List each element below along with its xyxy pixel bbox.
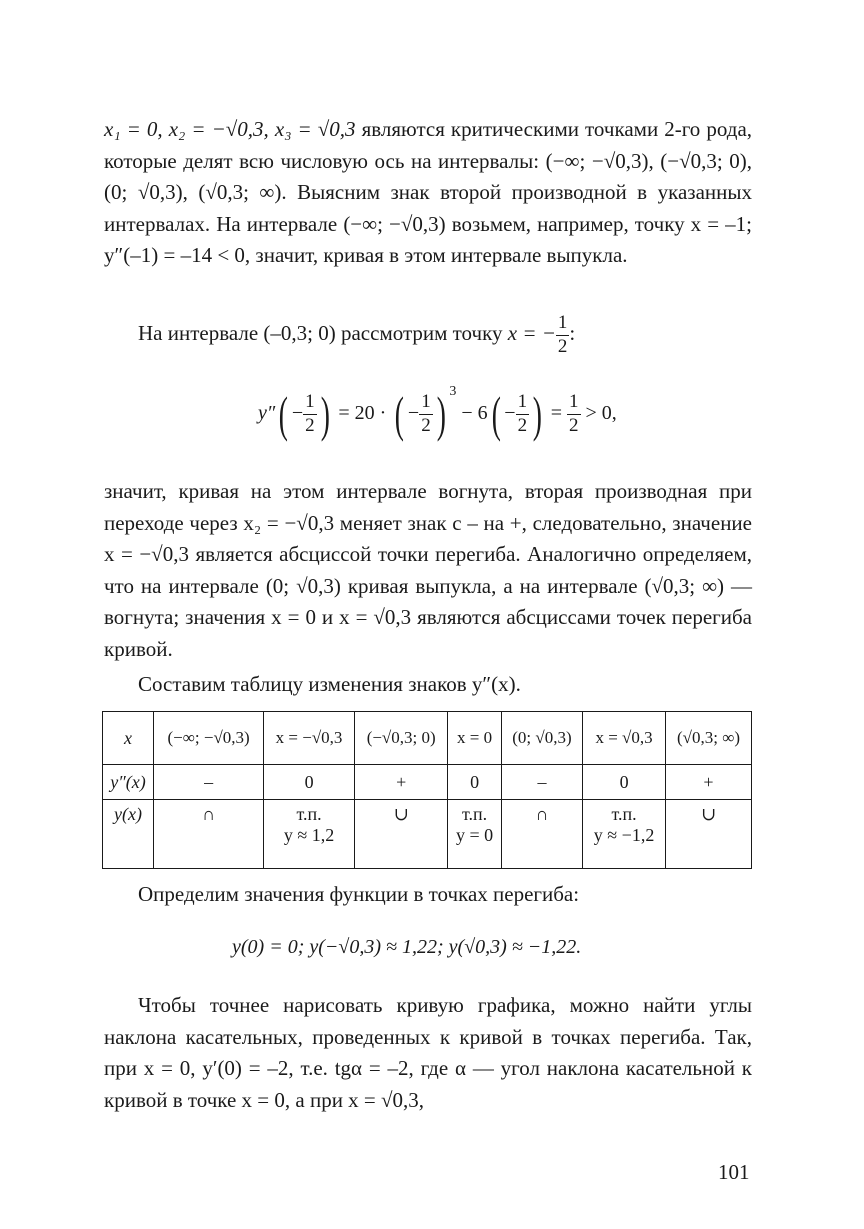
table-cell: x = 0	[448, 712, 501, 765]
y2-symbol: y″	[258, 402, 276, 424]
table-cell: (0; √0,3)	[501, 712, 582, 765]
function-values-formula: y(0) = 0; y(−√0,3) ≈ 1,22; y(√0,3) ≈ −1,22.	[232, 936, 582, 958]
point-lhs: x = −	[507, 321, 556, 346]
point-denominator: 2	[557, 335, 568, 357]
table-cell: –	[501, 765, 582, 800]
intervals-list: (−∞; −√0,3), (−√0,3; 0), (0; √0,3), (√0,3; ∞).	[104, 148, 752, 204]
f1-minus-a: −	[291, 402, 304, 424]
table-cell: (−√0,3; 0)	[354, 712, 448, 765]
x1-value: x₁ = 0,	[104, 117, 163, 141]
f1-den-c: 2	[517, 414, 528, 436]
second-derivative-text: Выясним знак второй производной в указанных интервалах. На интервале	[104, 180, 753, 236]
f1-num-b: 1	[419, 391, 433, 415]
f1-eq20: = 20 ·	[338, 402, 387, 424]
point-numerator: 1	[556, 312, 570, 336]
table-cell: +	[665, 765, 751, 800]
paragraph-function-values-intro: Определим значения функции в точках перегиба:	[138, 882, 580, 906]
table-cell: –	[154, 765, 264, 800]
table-cell: x = √0,3	[583, 712, 666, 765]
table-cell: (−∞; −√0,3)	[154, 712, 264, 765]
f1-num-c: 1	[516, 391, 530, 415]
f1-num-a: 1	[303, 391, 317, 415]
f1-gt0: > 0,	[585, 402, 617, 424]
point-fraction	[556, 312, 570, 359]
interval-point-text: На интервале (–0,3; 0) рассмотрим точку	[138, 321, 503, 346]
paragraph-table-intro: Составим таблицу изменения знаков y″(x).	[138, 672, 521, 696]
paragraph-critical-points	[104, 114, 752, 272]
paragraph-inflection: значит, кривая на этом интервале вогнута, вторая производная при переходе через x₂ = −√0,3 меняет знак с – на +, следовательно, значение x = −√0,3 является абсциссой точки перегиба. Аналогично определяем, что на интервале (0; √0,3) кривая выпукла, а на интервале (√0,3; ∞) — вогнута; значения x = 0 и x = √0,3 являются абсциссами точек перегиба кривой.	[104, 479, 752, 661]
x3-value: x₃ = √0,3	[274, 117, 356, 141]
table-cell: 0	[583, 765, 666, 800]
table-header-row	[103, 712, 752, 765]
table-row-function	[103, 800, 752, 869]
table-cell: +	[354, 765, 448, 800]
table-cell: т.п. y ≈ −1,2	[583, 800, 666, 869]
second-derivative-formula: y″( − $\frac{1}{2}$ ) = 20 · ( − $\frac{1}{2}$ ) $^3$ − 6( − $\frac{1}{2}$ ) = $\frac{1}{2}$ > 0,	[258, 384, 617, 443]
f1-minus-c: −	[504, 402, 516, 424]
table-cell: 0	[448, 765, 501, 800]
f1-num-d: 1	[567, 391, 581, 415]
page-number: 101	[718, 1160, 750, 1184]
test-point-text: возьмем, например, точку x = –1; y″(–1) = –14 < 0, значит, кривая в этом интервале выпукла.	[104, 211, 752, 267]
f1-minus-b: −	[407, 402, 420, 424]
table-cell: 0	[264, 765, 355, 800]
table-cell: (√0,3; ∞)	[665, 712, 751, 765]
f1-den-b: 2	[421, 414, 431, 436]
table-cell: x = −√0,3	[264, 712, 355, 765]
f1-cube: 3	[449, 384, 457, 399]
table-cell: ∪	[354, 800, 448, 869]
first-interval: (−∞; −√0,3)	[343, 211, 446, 236]
paragraph-interval-point	[138, 312, 786, 359]
table-cell: x	[103, 712, 154, 765]
critical-points-text: являются критическими точками 2-го рода, которые делят всю числовую ось на интервалы:	[104, 117, 753, 173]
point-colon: :	[569, 321, 576, 346]
f1-den-a: 2	[305, 414, 315, 436]
paragraph-tangent-slopes: Чтобы точнее нарисовать кривую графика, можно найти углы наклона касательных, проведенных к кривой в точках перегиба. Так, при x = 0, y′(0) = –2, т.е. tgα = –2, где α — угол наклона касательной к кривой в точке x = 0, а при x = √0,3,	[104, 993, 752, 1112]
f1-eq: =	[550, 402, 563, 424]
table-cell: ∩	[154, 800, 264, 869]
table-row-second-derivative	[103, 765, 752, 800]
table-cell: т.п. y ≈ 1,2	[264, 800, 355, 869]
f1-den-d: 2	[569, 414, 579, 436]
table-cell: y″(x)	[103, 765, 154, 800]
x2-value: x₂ = −√0,3,	[168, 117, 269, 141]
sign-change-table	[102, 711, 752, 869]
f1-minus6: − 6	[461, 402, 488, 424]
table-cell: т.п. y = 0	[448, 800, 501, 869]
table-cell: y(x)	[103, 800, 154, 869]
table-cell: ∪	[665, 800, 751, 869]
table-cell: ∩	[501, 800, 582, 869]
